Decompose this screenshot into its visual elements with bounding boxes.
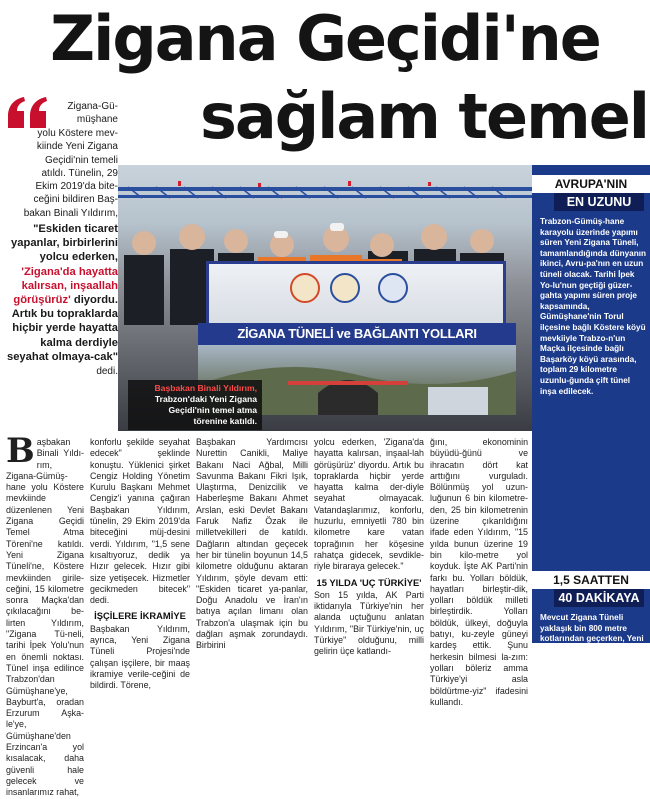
quote-part-a: "Eskiden ticaret yapanlar, birbirlerini yolcu ederken, — [11, 223, 118, 264]
column-4-text-b: Son 15 yılda, AK Parti iktidarıyla Türkiye'nin her alanda uçtuğunu anlatan Yıldırım, "Bir Türkiye'nin, uç Türkiye" olduğunu, milli gelirin üçe katlandı- — [314, 589, 424, 657]
column-1-text: aşbakan Binali Yıldı-rım, Zigana-Gümüş-hane yolu Köstere mevkiinde düzenlenen Yeni Zigana Geçidi Temel Atma Töreni'ne katıldı. Yeni Zigana Tüneli'ne, Köstere mevkiinden girile-ceğini, 15 kilometre sonra Maçka'dan çıkılacağını be-lirten Yıldırım, "Zigana Tü-neli, tarihi İpek Yolu'nun en önemli noktası. Tünel inşa edilince Trabzon'dan Gümüşhane'ye, Bayburt'a, oradan Erzurum Aşka-le'ye, Gümüşhane'den Erzincan'a yol kısalacak, daha güvenli hale gelecek ve insanlarımız rahat, — [6, 437, 84, 798]
quote-tail: dedi. — [96, 366, 118, 378]
column-2 — [90, 437, 190, 691]
logo-emblem-icon — [290, 273, 320, 303]
sidebar-box1-title-b: EN UZUNU — [554, 193, 644, 211]
sidebar-box2-title-a: 1,5 SAATTEN — [532, 571, 650, 589]
intro-wide-text — [6, 127, 118, 220]
intro-line: bakan Binali Yıldırım, — [23, 207, 118, 219]
column-5-text: ğını, ekonominin büyüdü-ğünü ve ihracatın dört kat arttığını vurguladı. Bölünmüş yol uzun-luğunun 6 bin kilometre-den, 25 bin kilometrenin üzerine çıkarıldığını ifade eden Yıldırım, "15 yılda bunun üzerine 19 bin kilo-metre yol koyduk. İşte AK Parti'nin farkı bu. Yolları böldük, hayatları birleştir-dik, yolları böldük milleti birleştirdik. Yolları böldük, ülkeyi, doğuyla batıyı, ku-zeyle güneyi kardeş ettik. Şunu herkesin bilmesi la-zım: yolları böleriz amma Türkiye'yi asla böldürtme-yiz" ifadesini kullandı. — [430, 437, 528, 707]
caption-name: Başbakan Binali Yıldırım, — [154, 383, 257, 393]
headline-line2: sağlam temel — [200, 80, 648, 153]
sidebar-box1-title-a: AVRUPA'NIN — [532, 175, 650, 193]
intro-line: Geçidi'nin temeli — [44, 154, 118, 166]
quote-part-b: diyordu. Artık bu topraklarda hiçbir yerde hayatta kalma derdiyle seyahat olmaya-cak" — [6, 294, 118, 363]
intro-line: müşhane — [76, 114, 118, 126]
column-1 — [6, 431, 84, 798]
dropcap: B — [6, 431, 35, 471]
column-2-subhead: İŞÇİLERE İKRAMİYE — [94, 610, 186, 622]
intro-line: kiinde Yeni Zigana — [36, 141, 118, 153]
stage-truss — [118, 181, 532, 203]
column-3 — [196, 437, 308, 651]
column-5 — [430, 437, 528, 707]
sidebar-box1-body: Trabzon-Gümüş-hane karayolu üzerinde yapımı süren Yeni Zigana Tüneli, tamamlandığında dünyanın ikinci, Avru-pa'nın en uzun tüneli olacak. Tarihi İpek Yo-lu'nun geçtiği güzer-gahta yapımı süren proje kapsamında, Gümüşhane'nin Torul ilçesine bağlı Köstere köyü mevkiiyle Trabzo-n'un Maçka ilçesinde bağlı Başarköy köyü arasında, toplam 29 kilometre uzunlu-ğunda çift tünel inşa edilecek. — [540, 217, 646, 396]
column-3-text: Başbakan Yardımcısı Nurettin Canikli, Maliye Bakanı Naci Ağbal, Milli Savunma Bakanı Fikri Işık, Ulaştırma, Denizcilik ve Haberleşme Bakanı Ahmet Arslan, eski Devlet Bakanı Faruk Nafiz Özak ile milletvekilleri de katıldı. Dağların altından geçecek her bir tünelin boyunun 14,5 kilometre olduğunu aktaran Yıldırım, şöyle devam etti: "Eskiden ticaret ya-panlar, Doğu Anadolu ve İran'ın batıya açılan limanı olan Trabzon'a ulaşmak için bu dağları aşmak zorundaydı. Birbirini — [196, 437, 308, 651]
sidebar-box2-body: Mevcut Zigana Tüneli yaklaşık bin 800 metre kotlarından geçerken, Yeni Zigana Tüneli ve yaklaşık 800 metre düşük kottan girilerek Zigana Dağı yaklaşık 560 metre dü-şük kottan geçilecek. Önceden Gümüşha-ne-Trabzon arasındaki 100 kilometrelik virajlı yol, 1-1,5 saat arasında katedilebiliyordu. Yeni tünelin ulaşıma açılmasının ardından bu yolun 40 dakika-da alınacağı tahmin ediliyor. — [540, 613, 645, 781]
banner-title: ZİGANA TÜNELİ ve BAĞLANTI YOLLARI — [198, 323, 516, 345]
sidebar-box2-title-b: 40 DAKİKAYA — [554, 589, 644, 607]
headline-line1: Zigana Geçidi'ne — [50, 2, 600, 75]
intro-narrow-text — [50, 100, 118, 127]
company-logo-icon — [378, 273, 408, 303]
ministry-logo-icon — [330, 273, 360, 303]
column-2-text-b: Başbakan Yıldırım, ayrıca, Yeni Zigana Tüneli Projesi'nde çalışan işçilere, bir maaş ikramiye verile-ceğini de bildirdi. Törene, — [90, 623, 190, 691]
intro-line: yolu Köstere mev- — [37, 128, 118, 139]
caption-text: Trabzon'daki Yeni Zigana Geçidi'nin temel atma törenine katıldı. — [154, 394, 257, 426]
column-2-text: konforlu şekilde seyahat edecek" şeklinde konuştu. Yüklenici şirket Cengiz Holding Yönetim Kurulu Başkanı Mehmet Cengiz'i yanına çağıran Başbakan Yıldırım, tünelin, 29 Ekim 2019'da biteceğini müj-desini verdi. Yıldırım, "1,5 sene kısaltıyoruz, dedik ya Hızır gelecek. Hızır gibi size yetişecek. Hizmetler gecikmeden bitecek" dedi. — [90, 437, 190, 606]
intro-line: Zigana-Gü- — [67, 101, 118, 112]
intro-line: atıldı. Tünelin, 29 — [41, 167, 118, 179]
intro-quote — [6, 222, 118, 379]
column-4-subhead: 15 YILDA 'UÇ TÜRKİYE' — [316, 576, 422, 588]
column-4-text: yolcu ederken, 'Zigana'da hayatta kalırsan, inşaal-lah görüşürüz' diyordu. Artık bu topraklarda hiçbir yerde hayatta kalma der-diyle seyahat olmayacak. Vatandaşlarımız, konforlu, huzurlu, emniyetli 780 bin kilometre kare vatan toprağının her köşesine rahatça gidecek, sevdikle-riyle biraraya gelecek." — [314, 437, 424, 572]
column-4 — [314, 437, 424, 657]
intro-line: Ekim 2019'da bite- — [35, 181, 118, 193]
quote-mark-icon — [6, 96, 50, 130]
sidebar-panel — [532, 165, 650, 781]
quote-part-red: 'Zigana'da hayatta kalırsan, inşaallah görüşürüz' — [13, 265, 118, 307]
photo-caption — [128, 380, 262, 430]
intro-line: ceğini bildiren Baş- — [33, 194, 118, 206]
